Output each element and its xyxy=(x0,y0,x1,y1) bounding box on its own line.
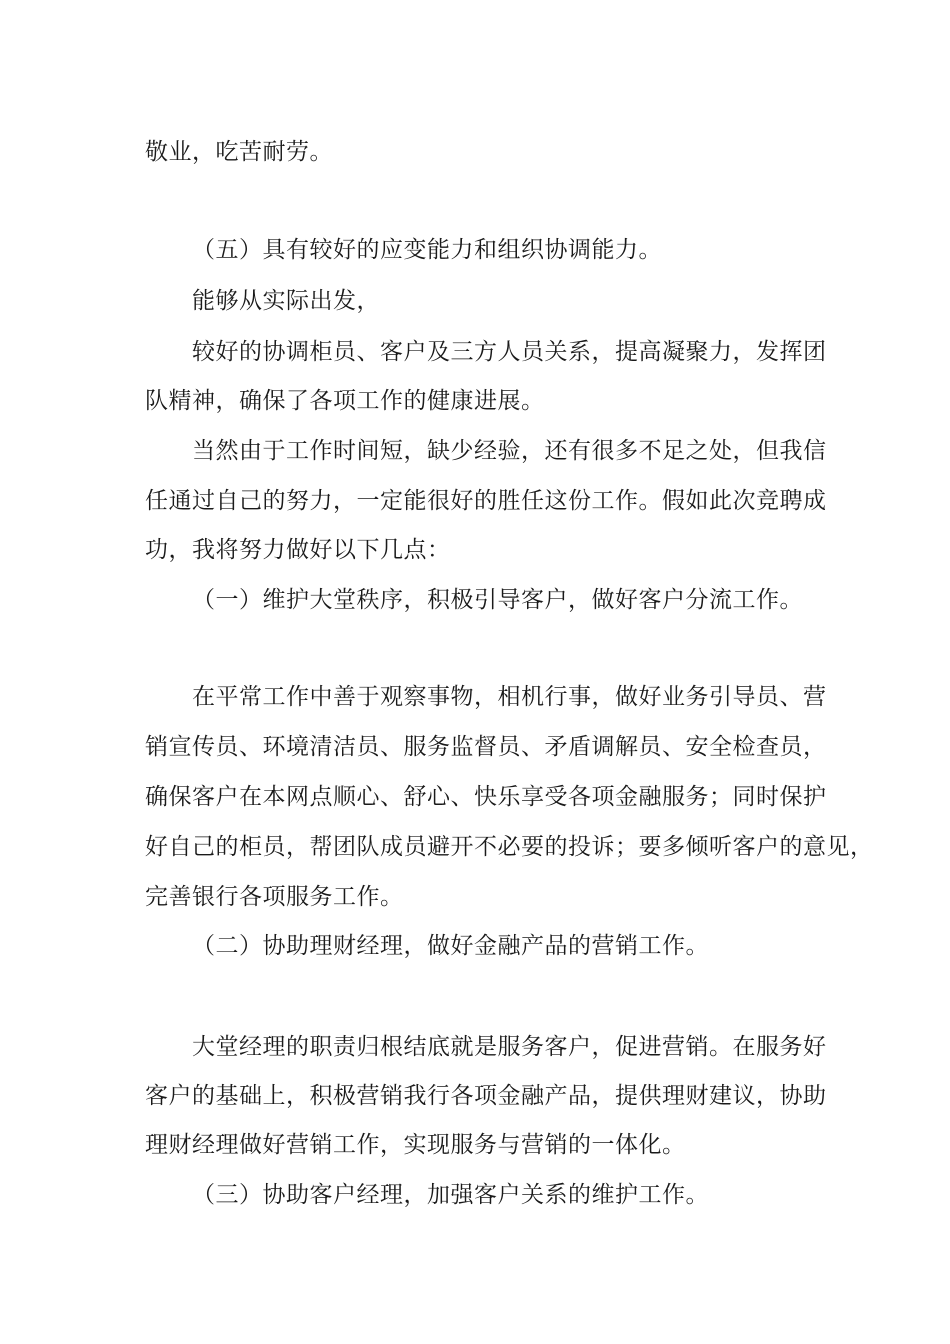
section-heading: （一）维护大堂秩序，积极引导客户，做好客户分流工作。 xyxy=(192,587,803,613)
text-line: 队精神，确保了各项工作的健康进展。 xyxy=(145,388,545,414)
text-line: 任通过自己的努力，一定能很好的胜任这份工作。假如此次竞聘成 xyxy=(145,488,827,514)
section-heading: （三）协助客户经理，加强客户关系的维护工作。 xyxy=(192,1182,709,1208)
text-line: 确保客户在本网点顺心、舒心、快乐享受各项金融服务；同时保护 xyxy=(145,784,827,810)
text-line: 能够从实际出发， xyxy=(192,288,380,314)
text-line: 销宣传员、环境清洁员、服务监督员、矛盾调解员、安全检查员， xyxy=(145,734,827,760)
text-line: 敬业，吃苦耐劳。 xyxy=(145,139,333,165)
text-line: 客户的基础上，积极营销我行各项金融产品，提供理财建议，协助 xyxy=(145,1083,827,1109)
section-heading: （五）具有较好的应变能力和组织协调能力。 xyxy=(192,237,662,263)
text-line: 大堂经理的职责归根结底就是服务客户，促进营销。在服务好 xyxy=(192,1034,827,1060)
text-line: 在平常工作中善于观察事物，相机行事，做好业务引导员、营 xyxy=(192,684,827,710)
text-line: 完善银行各项服务工作。 xyxy=(145,884,404,910)
text-line: 较好的协调柜员、客户及三方人员关系，提高凝聚力，发挥团 xyxy=(192,339,827,365)
text-line: 好自己的柜员，帮团队成员避开不必要的投诉；要多倾听客户的意见， xyxy=(145,834,874,860)
section-heading: （二）协助理财经理，做好金融产品的营销工作。 xyxy=(192,933,709,959)
text-line: 理财经理做好营销工作，实现服务与营销的一体化。 xyxy=(145,1132,686,1158)
text-line: 功，我将努力做好以下几点： xyxy=(145,537,451,563)
text-line: 当然由于工作时间短，缺少经验，还有很多不足之处，但我信 xyxy=(192,438,827,464)
